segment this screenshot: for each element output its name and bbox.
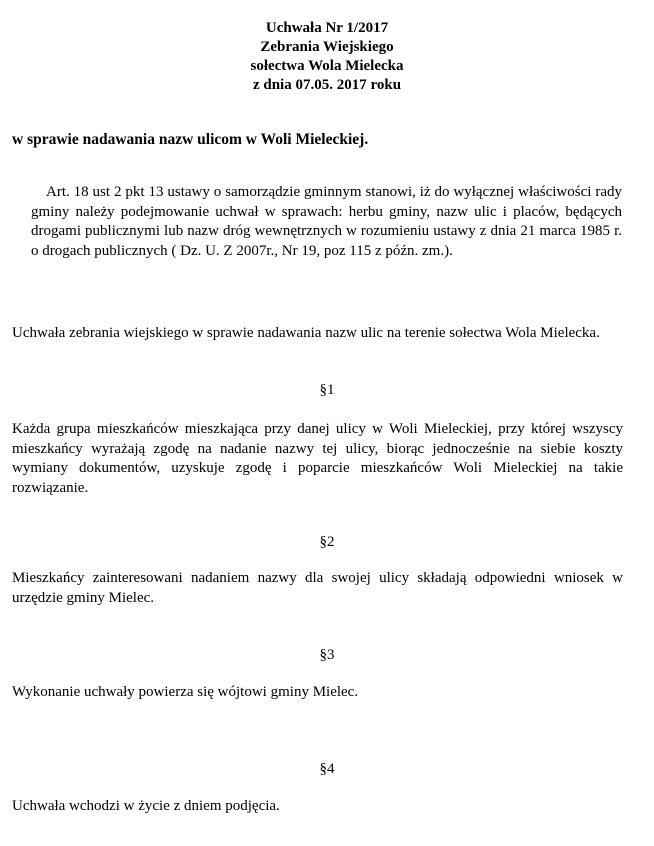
resolution-date: z dnia 07.05. 2017 roku [252, 77, 402, 93]
section-heading-4: §4 [319, 761, 335, 777]
resolution-header [0, 19, 654, 95]
section-text-1: Każda grupa mieszkańców mieszkająca przy danej ulicy w Woli Mieleckiej, przy której wszyscy mieszkańcy wyrażają zgodę na nadanie nazwy tej ulicy, biorąc jednocześnie na siebie koszty wymiany dokumentów, uzyskuje zgodę i poparcie mieszkańców Woli Mieleckiej na takie rozwiązanie. [12, 421, 623, 496]
section-heading-1: §1 [319, 382, 335, 398]
section-heading-2: §2 [319, 534, 335, 550]
section-text-2: Mieszkańcy zainteresowani nadaniem nazwy dla swojej ulicy składają odpowiedni wniosek w urzędzie gminy Mielec. [12, 570, 623, 606]
section-heading-3: §3 [319, 647, 335, 663]
village-name: sołectwa Wola Mielecka [250, 58, 404, 74]
section-text-3: Wykonanie uchwały powierza się wójtowi gminy Mielec. [12, 684, 359, 700]
section-text-4: Uchwała wchodzi w życie z dniem podjęcia. [12, 798, 280, 814]
resolution-number: Uchwała Nr 1/2017 [265, 20, 389, 36]
assembly-name: Zebrania Wiejskiego [260, 39, 394, 55]
resolution-subject: w sprawie nadawania nazw ulicom w Woli Mieleckiej. [12, 131, 369, 148]
legal-basis-paragraph: Art. 18 ust 2 pkt 13 ustawy o samorządzie gminnym stanowi, iż do wyłącznej właściwości rady gminy należy podejmowanie uchwał w sprawach: herbu gminy, nazw ulic i placów, będących drogami publicznymi lub nazw dróg wewnętrznych w rozumieniu ustawy z dnia 21 marca 1985 r. o drogach publicznych ( Dz. U. Z 2007r., Nr 19, poz 115 z późn. zm.). [31, 184, 622, 259]
intro-paragraph: Uchwała zebrania wiejskiego w sprawie nadawania nazw ulic na terenie sołectwa Wola Mielecka. [12, 325, 600, 341]
